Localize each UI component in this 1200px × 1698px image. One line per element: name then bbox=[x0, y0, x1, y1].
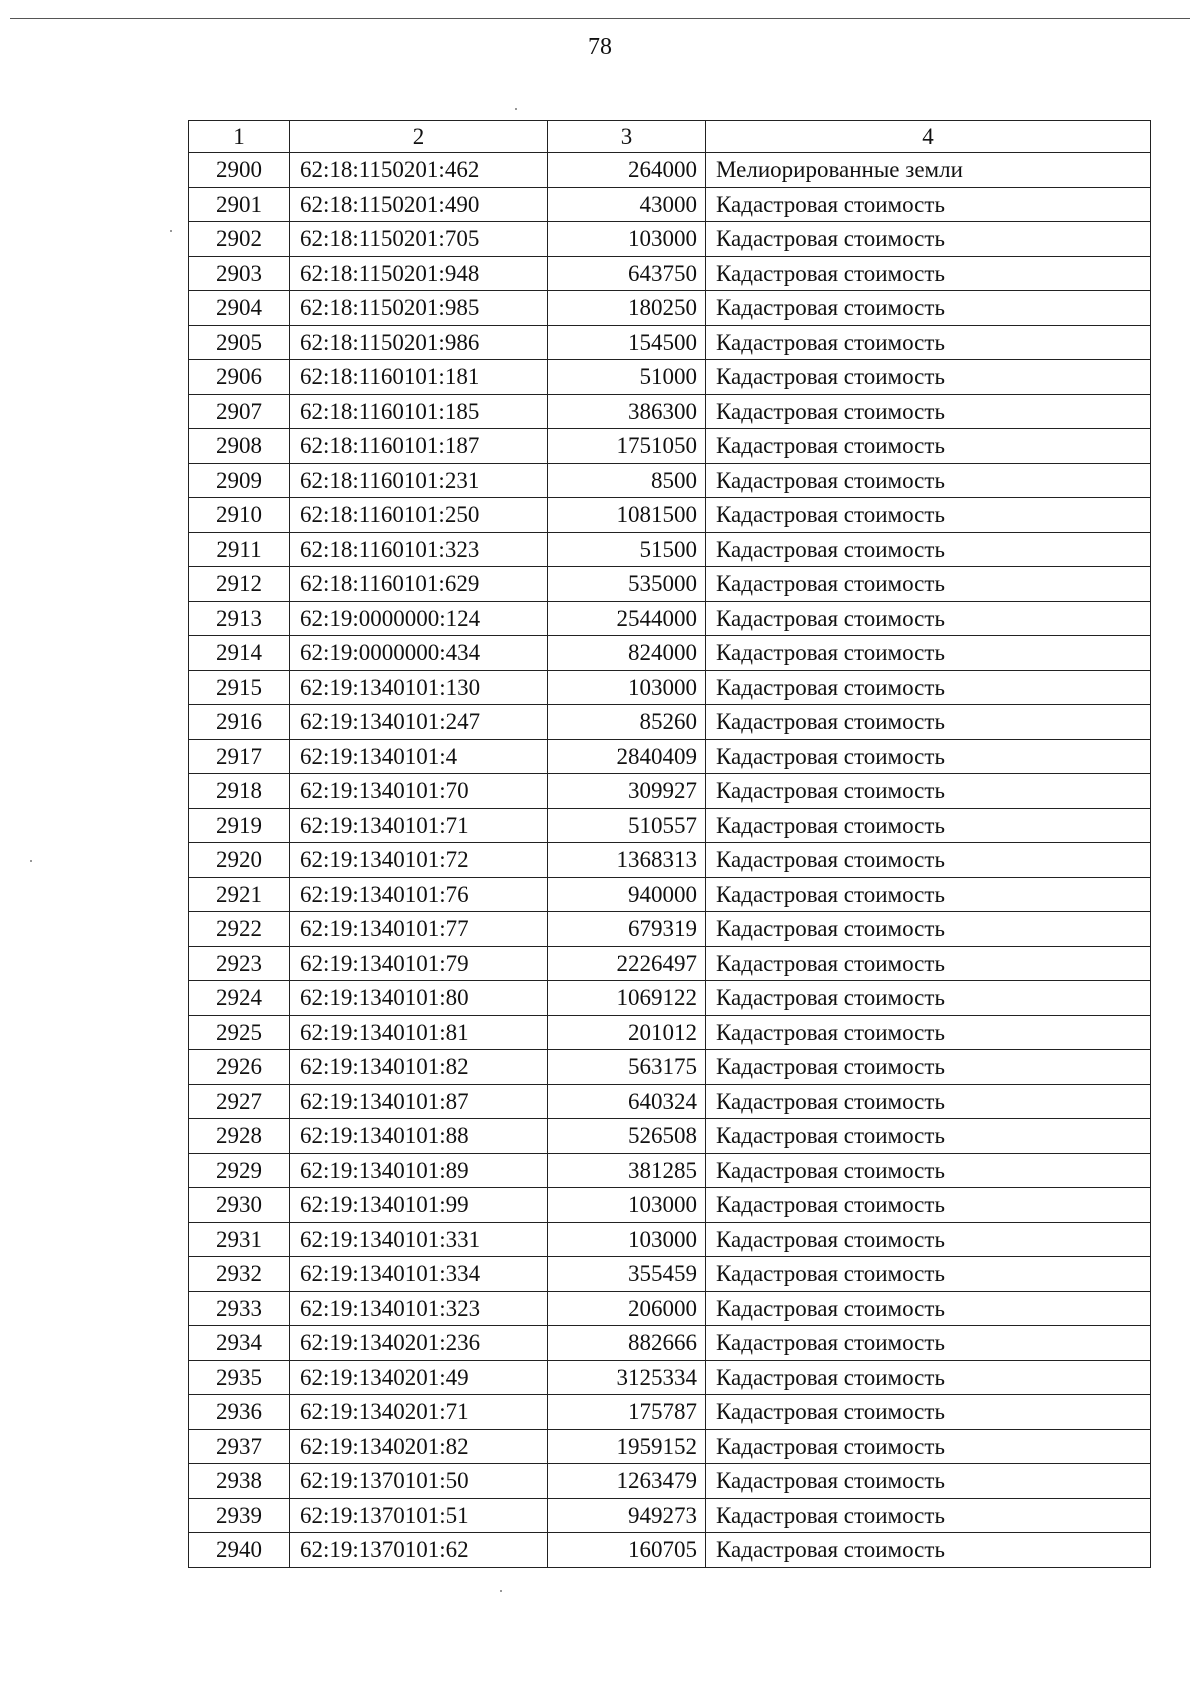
cadastral-number-cell: 62:18:1160101:323 bbox=[290, 532, 548, 567]
table-row bbox=[189, 1429, 1151, 1464]
table-row bbox=[189, 670, 1151, 705]
value-cell: 1081500 bbox=[548, 498, 706, 533]
value-cell: 679319 bbox=[548, 912, 706, 947]
description-cell: Кадастровая стоимость bbox=[706, 670, 1151, 705]
row-number-cell: 2902 bbox=[189, 222, 290, 257]
row-number-cell: 2927 bbox=[189, 1084, 290, 1119]
description-cell: Кадастровая стоимость bbox=[706, 1498, 1151, 1533]
cadastral-number-cell: 62:19:1340101:88 bbox=[290, 1119, 548, 1154]
row-number-cell: 2928 bbox=[189, 1119, 290, 1154]
row-number-cell: 2931 bbox=[189, 1222, 290, 1257]
row-number-cell: 2900 bbox=[189, 153, 290, 188]
description-cell: Кадастровая стоимость bbox=[706, 1395, 1151, 1430]
cadastral-number-cell: 62:18:1160101:187 bbox=[290, 429, 548, 464]
table-row bbox=[189, 1326, 1151, 1361]
row-number-cell: 2903 bbox=[189, 256, 290, 291]
row-number-cell: 2910 bbox=[189, 498, 290, 533]
cadastral-number-cell: 62:18:1150201:948 bbox=[290, 256, 548, 291]
table-row bbox=[189, 1050, 1151, 1085]
description-cell: Кадастровая стоимость bbox=[706, 256, 1151, 291]
table-row bbox=[189, 256, 1151, 291]
description-cell: Кадастровая стоимость bbox=[706, 360, 1151, 395]
description-cell: Кадастровая стоимость bbox=[706, 1326, 1151, 1361]
row-number-cell: 2924 bbox=[189, 981, 290, 1016]
row-number-cell: 2904 bbox=[189, 291, 290, 326]
description-cell: Кадастровая стоимость bbox=[706, 394, 1151, 429]
cadastral-number-cell: 62:19:1340101:82 bbox=[290, 1050, 548, 1085]
row-number-cell: 2905 bbox=[189, 325, 290, 360]
row-number-cell: 2939 bbox=[189, 1498, 290, 1533]
description-cell: Кадастровая стоимость bbox=[706, 567, 1151, 602]
cadastral-number-cell: 62:19:1340101:99 bbox=[290, 1188, 548, 1223]
cadastral-number-cell: 62:19:0000000:124 bbox=[290, 601, 548, 636]
value-cell: 355459 bbox=[548, 1257, 706, 1292]
table-row bbox=[189, 1188, 1151, 1223]
row-number-cell: 2916 bbox=[189, 705, 290, 740]
table-row bbox=[189, 567, 1151, 602]
description-cell: Кадастровая стоимость bbox=[706, 429, 1151, 464]
value-cell: 264000 bbox=[548, 153, 706, 188]
table-row bbox=[189, 532, 1151, 567]
description-cell: Кадастровая стоимость bbox=[706, 739, 1151, 774]
table-row bbox=[189, 739, 1151, 774]
table-row bbox=[189, 601, 1151, 636]
value-cell: 103000 bbox=[548, 1222, 706, 1257]
table-row bbox=[189, 187, 1151, 222]
table-body bbox=[189, 153, 1151, 1568]
cadastral-number-cell: 62:19:1340101:247 bbox=[290, 705, 548, 740]
table-row bbox=[189, 808, 1151, 843]
value-cell: 154500 bbox=[548, 325, 706, 360]
description-cell: Кадастровая стоимость bbox=[706, 1222, 1151, 1257]
value-cell: 160705 bbox=[548, 1533, 706, 1568]
table-row bbox=[189, 1291, 1151, 1326]
row-number-cell: 2930 bbox=[189, 1188, 290, 1223]
cadastral-number-cell: 62:19:1370101:51 bbox=[290, 1498, 548, 1533]
table-row bbox=[189, 636, 1151, 671]
table-row bbox=[189, 946, 1151, 981]
row-number-cell: 2919 bbox=[189, 808, 290, 843]
description-cell: Кадастровая стоимость bbox=[706, 1119, 1151, 1154]
value-cell: 2226497 bbox=[548, 946, 706, 981]
cadastral-number-cell: 62:19:1340101:79 bbox=[290, 946, 548, 981]
table-row bbox=[189, 912, 1151, 947]
row-number-cell: 2920 bbox=[189, 843, 290, 878]
description-cell: Кадастровая стоимость bbox=[706, 1188, 1151, 1223]
row-number-cell: 2921 bbox=[189, 877, 290, 912]
table-row bbox=[189, 774, 1151, 809]
table-row bbox=[189, 705, 1151, 740]
table-row bbox=[189, 981, 1151, 1016]
cadastral-number-cell: 62:19:1340101:323 bbox=[290, 1291, 548, 1326]
row-number-cell: 2932 bbox=[189, 1257, 290, 1292]
row-number-cell: 2922 bbox=[189, 912, 290, 947]
scan-speck bbox=[30, 860, 32, 862]
row-number-cell: 2914 bbox=[189, 636, 290, 671]
table-row bbox=[189, 360, 1151, 395]
description-cell: Кадастровая стоимость bbox=[706, 1015, 1151, 1050]
table-row bbox=[189, 463, 1151, 498]
cadastral-number-cell: 62:19:1340101:334 bbox=[290, 1257, 548, 1292]
row-number-cell: 2912 bbox=[189, 567, 290, 602]
table-row bbox=[189, 394, 1151, 429]
row-number-cell: 2909 bbox=[189, 463, 290, 498]
row-number-cell: 2926 bbox=[189, 1050, 290, 1085]
value-cell: 51000 bbox=[548, 360, 706, 395]
cadastral-number-cell: 62:19:1340101:130 bbox=[290, 670, 548, 705]
value-cell: 103000 bbox=[548, 1188, 706, 1223]
table-row bbox=[189, 1257, 1151, 1292]
table-row bbox=[189, 877, 1151, 912]
table-row bbox=[189, 1464, 1151, 1499]
value-cell: 526508 bbox=[548, 1119, 706, 1154]
cadastral-number-cell: 62:18:1150201:705 bbox=[290, 222, 548, 257]
description-cell: Кадастровая стоимость bbox=[706, 1257, 1151, 1292]
cadastral-number-cell: 62:19:1340201:49 bbox=[290, 1360, 548, 1395]
cadastral-number-cell: 62:19:1340101:76 bbox=[290, 877, 548, 912]
value-cell: 3125334 bbox=[548, 1360, 706, 1395]
description-cell: Кадастровая стоимость bbox=[706, 1050, 1151, 1085]
page-number: 78 bbox=[588, 34, 612, 60]
cadastral-number-cell: 62:19:0000000:434 bbox=[290, 636, 548, 671]
value-cell: 8500 bbox=[548, 463, 706, 498]
row-number-cell: 2937 bbox=[189, 1429, 290, 1464]
column-header-4: 4 bbox=[706, 121, 1151, 153]
row-number-cell: 2940 bbox=[189, 1533, 290, 1568]
cadastral-number-cell: 62:19:1340101:4 bbox=[290, 739, 548, 774]
cadastral-number-cell: 62:18:1160101:181 bbox=[290, 360, 548, 395]
value-cell: 510557 bbox=[548, 808, 706, 843]
description-cell: Кадастровая стоимость bbox=[706, 291, 1151, 326]
value-cell: 103000 bbox=[548, 222, 706, 257]
row-number-cell: 2923 bbox=[189, 946, 290, 981]
value-cell: 1368313 bbox=[548, 843, 706, 878]
description-cell: Кадастровая стоимость bbox=[706, 532, 1151, 567]
value-cell: 386300 bbox=[548, 394, 706, 429]
row-number-cell: 2913 bbox=[189, 601, 290, 636]
table-row bbox=[189, 1498, 1151, 1533]
value-cell: 51500 bbox=[548, 532, 706, 567]
description-cell: Кадастровая стоимость bbox=[706, 1291, 1151, 1326]
table-row bbox=[189, 1015, 1151, 1050]
value-cell: 309927 bbox=[548, 774, 706, 809]
row-number-cell: 2929 bbox=[189, 1153, 290, 1188]
column-header-1: 1 bbox=[189, 121, 290, 153]
cadastral-number-cell: 62:19:1340101:81 bbox=[290, 1015, 548, 1050]
value-cell: 882666 bbox=[548, 1326, 706, 1361]
value-cell: 1069122 bbox=[548, 981, 706, 1016]
cadastral-number-cell: 62:19:1340101:89 bbox=[290, 1153, 548, 1188]
value-cell: 2544000 bbox=[548, 601, 706, 636]
scan-speck bbox=[170, 230, 172, 232]
cadastral-number-cell: 62:19:1370101:62 bbox=[290, 1533, 548, 1568]
description-cell: Кадастровая стоимость bbox=[706, 1084, 1151, 1119]
table-row bbox=[189, 153, 1151, 188]
table-row bbox=[189, 222, 1151, 257]
table-row bbox=[189, 1395, 1151, 1430]
cadastral-number-cell: 62:19:1340101:71 bbox=[290, 808, 548, 843]
cadastral-number-cell: 62:19:1340201:71 bbox=[290, 1395, 548, 1430]
value-cell: 563175 bbox=[548, 1050, 706, 1085]
cadastral-number-cell: 62:19:1340101:72 bbox=[290, 843, 548, 878]
table-row bbox=[189, 1533, 1151, 1568]
cadastral-number-cell: 62:19:1340101:331 bbox=[290, 1222, 548, 1257]
row-number-cell: 2906 bbox=[189, 360, 290, 395]
value-cell: 206000 bbox=[548, 1291, 706, 1326]
row-number-cell: 2908 bbox=[189, 429, 290, 464]
cadastral-number-cell: 62:18:1150201:490 bbox=[290, 187, 548, 222]
table-row bbox=[189, 291, 1151, 326]
row-number-cell: 2918 bbox=[189, 774, 290, 809]
description-cell: Кадастровая стоимость bbox=[706, 808, 1151, 843]
row-number-cell: 2925 bbox=[189, 1015, 290, 1050]
cadastral-number-cell: 62:19:1340201:236 bbox=[290, 1326, 548, 1361]
description-cell: Кадастровая стоимость bbox=[706, 1153, 1151, 1188]
value-cell: 381285 bbox=[548, 1153, 706, 1188]
description-cell: Кадастровая стоимость bbox=[706, 498, 1151, 533]
description-cell: Кадастровая стоимость bbox=[706, 601, 1151, 636]
row-number-cell: 2915 bbox=[189, 670, 290, 705]
value-cell: 535000 bbox=[548, 567, 706, 602]
cadastral-number-cell: 62:18:1160101:231 bbox=[290, 463, 548, 498]
description-cell: Кадастровая стоимость bbox=[706, 946, 1151, 981]
value-cell: 949273 bbox=[548, 1498, 706, 1533]
cadastral-number-cell: 62:19:1340101:77 bbox=[290, 912, 548, 947]
table-row bbox=[189, 498, 1151, 533]
description-cell: Кадастровая стоимость bbox=[706, 1429, 1151, 1464]
cadastral-number-cell: 62:18:1150201:986 bbox=[290, 325, 548, 360]
row-number-cell: 2917 bbox=[189, 739, 290, 774]
value-cell: 85260 bbox=[548, 705, 706, 740]
value-cell: 103000 bbox=[548, 670, 706, 705]
row-number-cell: 2938 bbox=[189, 1464, 290, 1499]
value-cell: 643750 bbox=[548, 256, 706, 291]
cadastral-number-cell: 62:18:1160101:185 bbox=[290, 394, 548, 429]
cadastral-number-cell: 62:18:1160101:250 bbox=[290, 498, 548, 533]
cadastral-table bbox=[188, 120, 1151, 1568]
scan-edge-line bbox=[10, 18, 1190, 19]
description-cell: Кадастровая стоимость bbox=[706, 1464, 1151, 1499]
value-cell: 180250 bbox=[548, 291, 706, 326]
value-cell: 2840409 bbox=[548, 739, 706, 774]
description-cell: Кадастровая стоимость bbox=[706, 1533, 1151, 1568]
value-cell: 1263479 bbox=[548, 1464, 706, 1499]
value-cell: 640324 bbox=[548, 1084, 706, 1119]
description-cell: Кадастровая стоимость bbox=[706, 636, 1151, 671]
row-number-cell: 2901 bbox=[189, 187, 290, 222]
table-row bbox=[189, 843, 1151, 878]
value-cell: 43000 bbox=[548, 187, 706, 222]
table-row bbox=[189, 1084, 1151, 1119]
cadastral-number-cell: 62:19:1370101:50 bbox=[290, 1464, 548, 1499]
table-row bbox=[189, 325, 1151, 360]
row-number-cell: 2933 bbox=[189, 1291, 290, 1326]
row-number-cell: 2911 bbox=[189, 532, 290, 567]
table-row bbox=[189, 1360, 1151, 1395]
value-cell: 201012 bbox=[548, 1015, 706, 1050]
cadastral-number-cell: 62:19:1340101:80 bbox=[290, 981, 548, 1016]
description-cell: Кадастровая стоимость bbox=[706, 774, 1151, 809]
description-cell: Кадастровая стоимость bbox=[706, 843, 1151, 878]
table-row bbox=[189, 1119, 1151, 1154]
cadastral-number-cell: 62:19:1340201:82 bbox=[290, 1429, 548, 1464]
description-cell: Кадастровая стоимость bbox=[706, 187, 1151, 222]
value-cell: 1751050 bbox=[548, 429, 706, 464]
description-cell: Мелиорированные земли bbox=[706, 153, 1151, 188]
value-cell: 940000 bbox=[548, 877, 706, 912]
column-header-3: 3 bbox=[548, 121, 706, 153]
cadastral-number-cell: 62:19:1340101:87 bbox=[290, 1084, 548, 1119]
description-cell: Кадастровая стоимость bbox=[706, 325, 1151, 360]
description-cell: Кадастровая стоимость bbox=[706, 463, 1151, 498]
cadastral-number-cell: 62:18:1150201:985 bbox=[290, 291, 548, 326]
description-cell: Кадастровая стоимость bbox=[706, 912, 1151, 947]
table-row bbox=[189, 1153, 1151, 1188]
description-cell: Кадастровая стоимость bbox=[706, 705, 1151, 740]
cadastral-number-cell: 62:18:1160101:629 bbox=[290, 567, 548, 602]
table-header-row bbox=[189, 121, 1151, 153]
value-cell: 824000 bbox=[548, 636, 706, 671]
column-header-2: 2 bbox=[290, 121, 548, 153]
data-table-container bbox=[188, 120, 1150, 1568]
scan-speck bbox=[500, 1590, 502, 1592]
description-cell: Кадастровая стоимость bbox=[706, 1360, 1151, 1395]
scan-speck bbox=[515, 108, 517, 110]
row-number-cell: 2907 bbox=[189, 394, 290, 429]
value-cell: 1959152 bbox=[548, 1429, 706, 1464]
row-number-cell: 2935 bbox=[189, 1360, 290, 1395]
table-row bbox=[189, 1222, 1151, 1257]
table-row bbox=[189, 429, 1151, 464]
row-number-cell: 2936 bbox=[189, 1395, 290, 1430]
description-cell: Кадастровая стоимость bbox=[706, 981, 1151, 1016]
row-number-cell: 2934 bbox=[189, 1326, 290, 1361]
description-cell: Кадастровая стоимость bbox=[706, 877, 1151, 912]
cadastral-number-cell: 62:18:1150201:462 bbox=[290, 153, 548, 188]
value-cell: 175787 bbox=[548, 1395, 706, 1430]
description-cell: Кадастровая стоимость bbox=[706, 222, 1151, 257]
cadastral-number-cell: 62:19:1340101:70 bbox=[290, 774, 548, 809]
